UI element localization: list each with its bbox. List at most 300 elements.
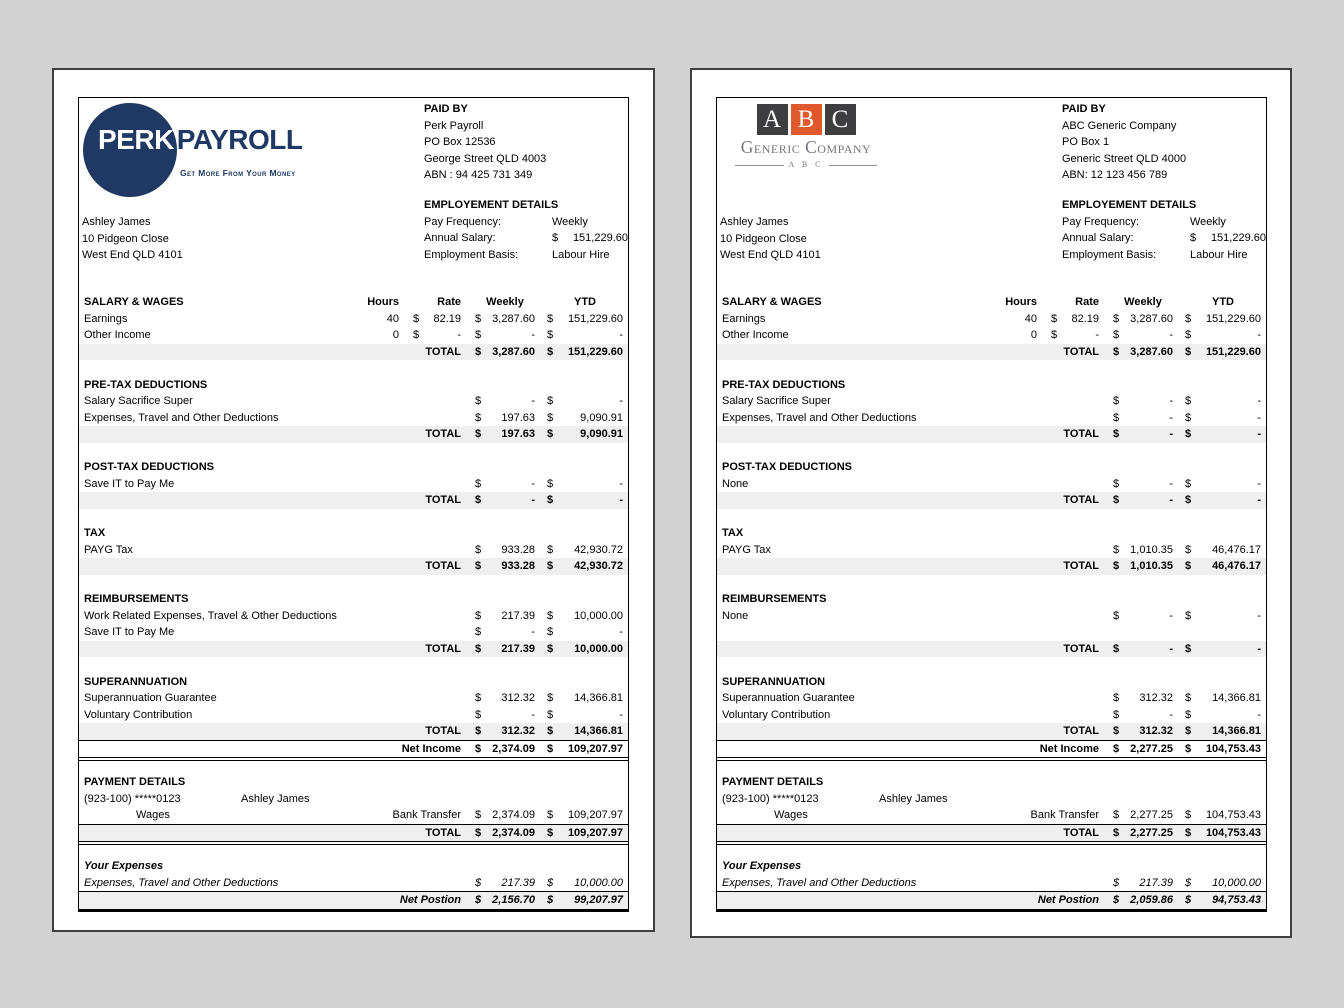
- employment-details-heading: EMPLOYEMENT DETAILS: [1062, 199, 1197, 211]
- total-row-label: TOTAL: [425, 725, 461, 737]
- cell-ytd: 14,366.81: [574, 692, 623, 704]
- spacer: [79, 761, 628, 774]
- row-label: Salary Sacrifice Super: [722, 395, 831, 407]
- dollar-sign: $: [1185, 609, 1192, 622]
- abc-logo-square-c: C: [825, 104, 856, 135]
- total-row-label: TOTAL: [1063, 494, 1099, 506]
- dollar-sign: $: [547, 494, 554, 506]
- cell-gap: [535, 294, 547, 311]
- section-title: PAYMENT DETAILS: [722, 776, 824, 788]
- dollar-sign: [1051, 624, 1065, 641]
- cell-gap: [1099, 542, 1113, 559]
- dollar-sign: $: [1113, 329, 1120, 341]
- cell-hours: [341, 624, 399, 641]
- dollar-sign: $: [1051, 312, 1058, 325]
- row-label: Other Income: [84, 329, 151, 341]
- section-title: REIMBURSEMENTS: [722, 593, 827, 605]
- row-label: PAYG Tax: [722, 543, 771, 556]
- cell-gap: [1099, 311, 1113, 328]
- cell-rate: [1065, 707, 1099, 724]
- cell-gap: [461, 476, 475, 493]
- total-row-weekly: 1,010.35: [1130, 560, 1173, 572]
- row-label: PAYG Tax: [84, 543, 133, 556]
- employee-address-block: [720, 214, 821, 264]
- dollar-sign: $: [1185, 395, 1192, 407]
- payment-total-row: [717, 824, 1266, 843]
- section-title: Your Expenses: [722, 860, 802, 872]
- cell-hours: [341, 542, 399, 559]
- cell-hours: [979, 608, 1037, 625]
- cell-weekly: -: [1169, 395, 1173, 407]
- total-row: [717, 723, 1266, 740]
- row-label: Save IT to Pay Me: [84, 477, 175, 490]
- payment-account-row: [717, 791, 1266, 808]
- row-label: Other Income: [722, 329, 789, 341]
- dollar-sign: $: [475, 809, 482, 821]
- dollar-sign: $: [1113, 809, 1120, 821]
- employment-detail-label: Annual Salary:: [1062, 232, 1134, 244]
- table-row: [79, 476, 628, 493]
- dollar-sign: $: [413, 329, 420, 341]
- total-row-label: TOTAL: [1063, 642, 1099, 655]
- cell-gap: [535, 707, 547, 724]
- column-header-hours: Hours: [1005, 296, 1037, 308]
- total-row-ytd: 14,366.81: [1212, 725, 1261, 737]
- employee-address-line: 10 Pidgeon Close: [82, 232, 169, 245]
- spacer: [79, 509, 628, 526]
- dollar-sign: $: [547, 809, 554, 821]
- cell-hours: [979, 624, 1037, 641]
- paid-by-line: George Street QLD 4003: [424, 152, 547, 165]
- abc-logo-rule-line: [735, 165, 784, 166]
- dollar-sign: $: [547, 826, 554, 839]
- net-position-row-label: Net Postion: [1037, 894, 1099, 906]
- dollar-sign: [413, 476, 427, 493]
- cell-gap: [1099, 476, 1113, 493]
- payslip-page-perk: [52, 68, 655, 932]
- cell-gap: [535, 558, 547, 575]
- cell-weekly: -: [1169, 609, 1173, 622]
- payment-ytd: 109,207.97: [567, 809, 623, 821]
- total-row-weekly: 197.63: [501, 428, 535, 440]
- dollar-sign: $: [547, 894, 554, 906]
- dollar-sign: $: [1113, 725, 1120, 737]
- dollar-sign: [1051, 690, 1065, 707]
- cell-hours: [341, 707, 399, 724]
- cell-hours: [979, 393, 1037, 410]
- cell-gap: [399, 311, 413, 328]
- cell-rate: [427, 624, 461, 641]
- cell-gap: [1099, 608, 1113, 625]
- cell-gap: [399, 608, 413, 625]
- cell-gap: [399, 327, 413, 344]
- net-position-row-ytd: 94,753.43: [1212, 894, 1261, 906]
- cell-gap: [1037, 690, 1051, 707]
- abc-logo-sub-letters: A B C: [788, 160, 824, 169]
- cell-gap: [1173, 741, 1185, 758]
- cell-ytd: -: [1257, 708, 1261, 721]
- payment-wages-cells: [722, 807, 1099, 824]
- table-row: [79, 410, 628, 427]
- dollar-sign: [413, 608, 427, 625]
- payment-account-row: [79, 791, 628, 808]
- cell-gap: [535, 624, 547, 641]
- payment-total-row-weekly: 2,277.25: [1130, 826, 1173, 839]
- section-your-expenses: [79, 858, 628, 911]
- cell-gap: [461, 294, 475, 311]
- dollar-sign: $: [547, 725, 554, 737]
- section-title: TAX: [722, 527, 744, 539]
- total-row-label: TOTAL: [425, 494, 461, 506]
- payment-total-row: [79, 824, 628, 843]
- employee-address-block: [82, 214, 183, 264]
- row-label: Expenses, Travel and Other Deductions: [84, 411, 279, 424]
- dollar-sign: $: [1185, 345, 1192, 358]
- section-salary-wages: [717, 294, 1266, 360]
- total-row-label: TOTAL: [1063, 560, 1099, 572]
- dollar-sign: $: [475, 894, 482, 906]
- cell-gap: [461, 542, 475, 559]
- cell-gap: [1173, 476, 1185, 493]
- dollar-sign: [413, 410, 427, 427]
- payment-method-label: Bank Transfer: [1030, 809, 1099, 821]
- cell-rate: [1065, 690, 1099, 707]
- dollar-sign: $: [1113, 345, 1120, 358]
- cell-gap: [1037, 707, 1051, 724]
- dollar-sign: $: [1185, 494, 1192, 506]
- table-row: [79, 542, 628, 559]
- dollar-sign: $: [1113, 894, 1120, 906]
- spacer: [717, 443, 1266, 460]
- net-income-row: [79, 740, 628, 759]
- cell-gap: [84, 807, 136, 824]
- dollar-sign: $: [1113, 543, 1120, 556]
- dollar-sign: $: [547, 626, 554, 638]
- section-title: POST-TAX DEDUCTIONS: [722, 461, 852, 473]
- dollar-sign: $: [1113, 477, 1120, 490]
- row-label: [722, 624, 979, 641]
- employment-detail-label: Employment Basis:: [424, 248, 519, 261]
- cell-rate: [1065, 393, 1099, 410]
- dollar-sign: $: [547, 428, 554, 440]
- section-title: SALARY & WAGES: [84, 296, 184, 308]
- cell-gap: [461, 892, 475, 909]
- cell-ytd: -: [619, 708, 623, 721]
- total-row-ytd: 9,090.91: [580, 428, 623, 440]
- row-label: Voluntary Contribution: [84, 708, 193, 721]
- employment-detail-value: Weekly: [552, 215, 588, 228]
- dollar-sign: [413, 707, 427, 724]
- section-superannuation: [79, 674, 628, 740]
- section-title: PAYMENT DETAILS: [84, 776, 186, 788]
- total-row-ytd: -: [1257, 494, 1261, 506]
- cell-gap: [535, 393, 547, 410]
- dollar-sign: $: [547, 345, 554, 358]
- section-title-row: [79, 591, 628, 608]
- total-row: [717, 558, 1266, 575]
- section-title: PRE-TAX DEDUCTIONS: [84, 378, 208, 391]
- cell-gap: [535, 892, 547, 909]
- paid-by-line: ABC Generic Company: [1062, 119, 1177, 132]
- column-header-ytd: YTD: [574, 296, 596, 308]
- cell-gap: [461, 311, 475, 328]
- cell-gap: [461, 624, 475, 641]
- total-row-weekly: -: [1169, 494, 1173, 506]
- employment-details-block: [1062, 197, 1266, 263]
- section-title-row: [717, 674, 1266, 691]
- dollar-sign: $: [1185, 894, 1192, 906]
- total-row-ytd: 42,930.72: [574, 560, 623, 572]
- net-position-row: [717, 891, 1266, 911]
- spacer: [79, 360, 628, 377]
- total-row-weekly: 312.32: [501, 725, 535, 737]
- cell-gap: [535, 492, 547, 509]
- dollar-sign: $: [475, 312, 482, 325]
- net-position-row: [79, 891, 628, 911]
- payment-method-label: Bank Transfer: [392, 809, 461, 821]
- section-title-row: [79, 377, 628, 394]
- cell-gap: [399, 624, 413, 641]
- payment-wages-cells: [84, 807, 461, 824]
- cell-weekly: -: [531, 395, 535, 407]
- perk-logo-word-perk: PERK: [98, 124, 174, 155]
- dollar-sign: $: [547, 312, 554, 325]
- cell-rate: [1065, 608, 1099, 625]
- table-row: [717, 311, 1266, 328]
- dollar-sign: $: [547, 411, 554, 424]
- employment-details-block: [424, 197, 628, 263]
- employment-detail-label: Pay Frequency:: [1062, 215, 1140, 228]
- section-post-tax-deductions: [79, 459, 628, 509]
- dollar-sign: $: [1113, 742, 1120, 755]
- cell-ytd: -: [1257, 609, 1261, 622]
- cell-gap: [535, 875, 547, 892]
- dollar-sign: $: [413, 312, 420, 325]
- abc-logo-rule: [735, 157, 877, 174]
- payslip-header: [717, 98, 1266, 294]
- cell-gap: [461, 641, 475, 658]
- cell-gap: [1037, 294, 1051, 311]
- employment-detail-row: [424, 230, 628, 247]
- employee-address-line: Ashley James: [720, 216, 789, 228]
- employment-detail-value: Labour Hire: [1190, 248, 1248, 261]
- cell-gap: [1037, 542, 1051, 559]
- dollar-sign: $: [1185, 642, 1192, 655]
- spacer: [717, 575, 1266, 592]
- cell-weekly: -: [531, 477, 535, 490]
- section-title-row: [717, 294, 1266, 311]
- cell-ytd: -: [619, 477, 623, 490]
- table-row: [79, 690, 628, 707]
- total-row-weekly: -: [1169, 428, 1173, 440]
- cell-weekly: 217.39: [501, 876, 535, 889]
- cell-rate: [427, 410, 461, 427]
- dollar-sign: $: [475, 345, 482, 358]
- dollar-sign: $: [1113, 395, 1120, 407]
- cell-gap: [1173, 723, 1185, 740]
- section-title-row: [79, 294, 628, 311]
- cell-gap: [461, 426, 475, 443]
- dollar-sign: $: [1113, 428, 1120, 440]
- abc-company-logo: [725, 104, 887, 174]
- cell-gap: [1099, 294, 1113, 311]
- perk-logo-wordmark: [98, 124, 303, 155]
- dollar-sign: $: [1113, 411, 1120, 424]
- employee-address-line: West End QLD 4101: [720, 249, 821, 261]
- dollar-sign: $: [1185, 428, 1192, 440]
- table-row: [79, 624, 628, 641]
- payment-ytd: 104,753.43: [1205, 809, 1261, 821]
- cell-weekly: -: [531, 708, 535, 721]
- cell-gap: [399, 476, 413, 493]
- dollar-sign: $: [547, 742, 554, 755]
- wages-label: Wages: [774, 809, 808, 821]
- payment-total-row-label: TOTAL: [1063, 826, 1099, 839]
- dollar-sign: $: [1185, 826, 1192, 839]
- dollar-sign: $: [1051, 329, 1058, 341]
- employment-detail-value: 151,229.60: [572, 232, 628, 244]
- cell-gap: [461, 690, 475, 707]
- section-title-row: [79, 858, 628, 875]
- cell-hours: [341, 476, 399, 493]
- dollar-sign: $: [1113, 312, 1120, 325]
- cell-rate: 82.19: [433, 312, 461, 325]
- cell-gap: [535, 723, 547, 740]
- employment-detail-label: Employment Basis:: [1062, 248, 1157, 261]
- dollar-sign: $: [475, 477, 482, 490]
- cell-gap: [535, 608, 547, 625]
- dollar-sign: $: [547, 477, 554, 490]
- column-header-rate: Rate: [1075, 296, 1099, 308]
- cell-weekly: -: [531, 329, 535, 341]
- payment-total-row-weekly: 2,374.09: [492, 826, 535, 839]
- cell-ytd: 10,000.00: [574, 609, 623, 622]
- cell-weekly: 1,010.35: [1130, 543, 1173, 556]
- dollar-sign: $: [547, 609, 554, 622]
- dollar-sign: [413, 393, 427, 410]
- dollar-sign: $: [1113, 560, 1120, 572]
- payslip-page-abc: [690, 68, 1292, 938]
- row-label: None: [722, 477, 749, 490]
- abc-logo-square-b: B: [791, 104, 822, 135]
- payment-total-row-ytd: 104,753.43: [1205, 826, 1261, 839]
- row-label: Earnings: [84, 312, 128, 325]
- paid-by-heading: PAID BY: [424, 103, 468, 115]
- account-holder-name: Ashley James: [879, 792, 948, 805]
- cell-hours: [979, 410, 1037, 427]
- section-title-row: [717, 377, 1266, 394]
- dollar-sign: $: [1113, 708, 1120, 721]
- dollar-sign: $: [1185, 692, 1192, 704]
- cell-gap: [1037, 393, 1051, 410]
- section-title-row: [79, 674, 628, 691]
- dollar-sign: $: [1185, 560, 1192, 572]
- total-row-ytd: 151,229.60: [567, 345, 623, 358]
- cell-hours: 0: [392, 329, 399, 341]
- dollar-sign: $: [475, 395, 482, 407]
- spacer: [79, 443, 628, 460]
- paid-by-line: Generic Street QLD 4000: [1062, 152, 1187, 165]
- cell-rate: -: [457, 329, 461, 341]
- dollar-sign: $: [547, 543, 554, 556]
- total-row-label: TOTAL: [1063, 428, 1099, 440]
- cell-gap: [1173, 558, 1185, 575]
- cell-gap: [399, 690, 413, 707]
- total-row: [79, 558, 628, 575]
- cell-ytd: 151,229.60: [1205, 312, 1261, 325]
- table-row: [79, 875, 628, 892]
- table-row: [717, 327, 1266, 344]
- table-row: [717, 542, 1266, 559]
- cell-gap: [535, 825, 547, 842]
- section-title-row: [79, 459, 628, 476]
- dollar-sign: $: [1185, 329, 1192, 341]
- section-title-row: [717, 858, 1266, 875]
- cell-gap: [461, 875, 475, 892]
- dollar-sign: $: [1190, 232, 1197, 244]
- paid-by-line: PO Box 12536: [424, 136, 496, 148]
- employment-detail-value: Labour Hire: [552, 248, 610, 261]
- total-row-weekly: 933.28: [501, 560, 535, 572]
- dollar-sign: [1113, 624, 1127, 641]
- dollar-sign: $: [1113, 609, 1120, 622]
- table-row: [79, 311, 628, 328]
- dollar-sign: $: [1185, 876, 1192, 889]
- row-label: Voluntary Contribution: [722, 708, 831, 721]
- cell-gap: [1099, 707, 1113, 724]
- total-row-ytd: -: [1257, 642, 1261, 655]
- dollar-sign: $: [1113, 494, 1120, 506]
- cell-ytd: 42,930.72: [574, 543, 623, 556]
- table-row: [717, 875, 1266, 892]
- total-row-label: TOTAL: [425, 642, 461, 655]
- employment-detail-row: [424, 247, 628, 264]
- section-salary-wages: [79, 294, 628, 360]
- cell-rate: [1065, 410, 1099, 427]
- dollar-sign: $: [547, 708, 554, 721]
- cell-gap: [1173, 426, 1185, 443]
- cell-gap: [1099, 875, 1113, 892]
- dollar-sign: $: [475, 642, 482, 655]
- cell-rate: 82.19: [1071, 312, 1099, 325]
- net-income-row-label: Net Income: [401, 742, 461, 755]
- perk-logo-tagline: Get More From Your Money: [180, 168, 296, 178]
- cell-ytd: -: [1257, 395, 1261, 407]
- column-header-rate: Rate: [437, 296, 461, 308]
- dollar-sign: $: [475, 876, 482, 889]
- dollar-sign: [1051, 393, 1065, 410]
- employment-detail-label: Pay Frequency:: [424, 215, 502, 228]
- row-label: Superannuation Guarantee: [722, 692, 855, 704]
- cell-rate: [1065, 542, 1099, 559]
- net-position-row-ytd: 99,207.97: [574, 894, 623, 906]
- cell-ytd: -: [619, 329, 623, 341]
- cell-gap: [461, 608, 475, 625]
- cell-weekly: 312.32: [501, 692, 535, 704]
- cell-gap: [1173, 707, 1185, 724]
- cell-ytd: -: [619, 395, 623, 407]
- paid-by-block: [424, 101, 546, 184]
- table-row: [717, 624, 1266, 641]
- net-position-row-weekly: 2,059.86: [1130, 894, 1173, 906]
- row-label: Work Related Expenses, Travel & Other Deductions: [84, 609, 337, 622]
- cell-rate: [427, 690, 461, 707]
- section-title: SALARY & WAGES: [722, 296, 822, 308]
- cell-gap: [1037, 875, 1051, 892]
- cell-gap: [399, 294, 413, 311]
- cell-ytd: [1199, 624, 1261, 641]
- dollar-sign: [413, 624, 427, 641]
